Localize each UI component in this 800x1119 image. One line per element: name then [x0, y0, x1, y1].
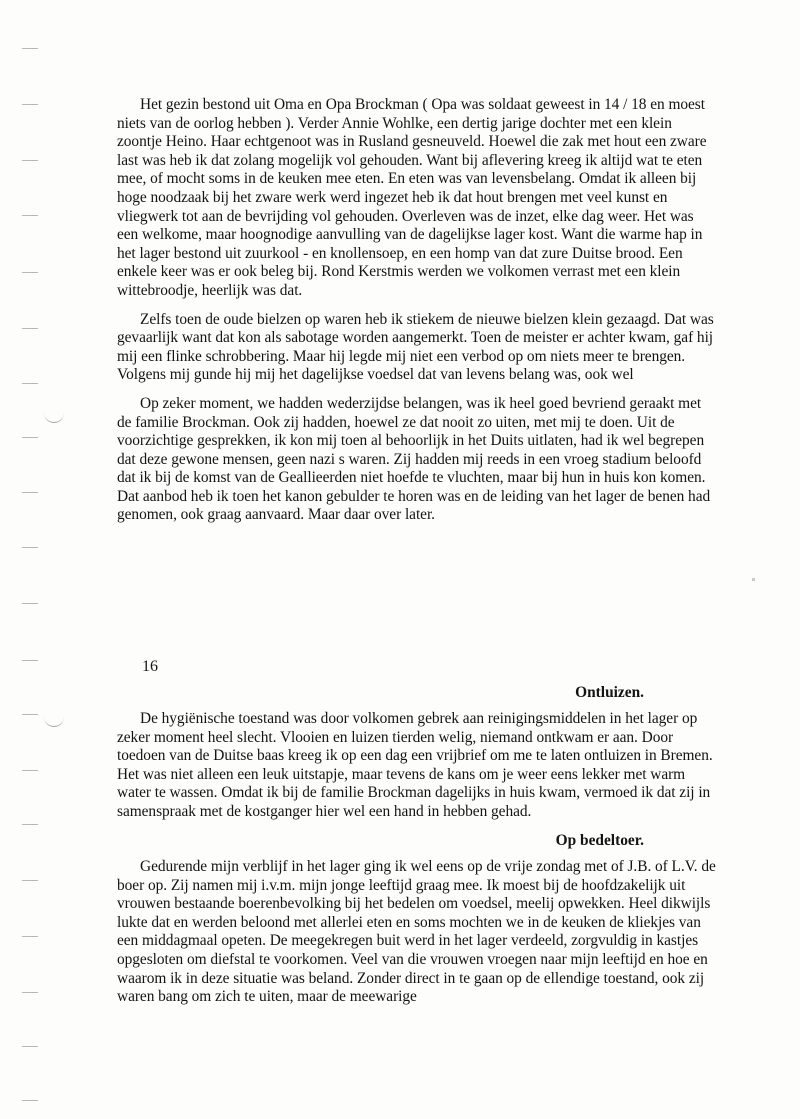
- margin-curve: [44, 716, 64, 727]
- margin-mark: [22, 48, 38, 49]
- margin-mark: [22, 770, 38, 771]
- margin-mark: [22, 492, 38, 493]
- margin-mark: [22, 936, 38, 937]
- margin-mark: [22, 160, 38, 161]
- margin-mark: [22, 104, 38, 105]
- margin-mark: [22, 880, 38, 881]
- paragraph-bedeltoer: Gedurende mijn verblijf in het lager ging ik wel eens op de vrije zondag met of J.B. of L.V. de boer op. Zij namen mij i.v.m. mijn jonge leeftijd graag mee. Ik moest bij de hoofdzakelijk uit vrouwen bestaande boerenbevolking bij het bedelen om voedsel, meelij opwekken. Heel dikwijls lukte dat en werden beloond met allerlei eten en soms mochten we in de keuken de kliekjes van een middagmaal opeten. De meegekregen buit werd in het lager verdeeld, zorgvuldig in kastjes opgesloten om diefstal te voorkomen. Veel van die vrouwen vroegen naar mijn leeftijd en hoe en waarom ik in deze situatie was beland. Zonder direct in te gaan op de ellendige toestand, ook zij waren bang om zich te uiten, maar de meewarige: [117, 858, 716, 1006]
- margin-mark: [22, 547, 38, 548]
- body-text-bedeltoer: [117, 858, 717, 1007]
- margin-mark: [22, 660, 38, 661]
- margin-mark: [22, 215, 38, 216]
- margin-mark: [22, 824, 38, 825]
- margin-mark: [22, 992, 38, 993]
- page-number: 16: [142, 658, 158, 675]
- paragraph-bielzen: Zelfs toen de oude bielzen op waren heb ik stiekem de nieuwe bielzen klein gezaagd. Dat was gevaarlijk want dat kon als sabotage worden aangemerkt. Toen de meister er achter kwam, gaf hij mij een flinke schrobbering. Maar hij legde mij niet een verbod op om niets meer te brengen. Volgens mij gunde hij mij het dagelijkse voedsel dat van levens belang was, ook wel: [117, 310, 714, 384]
- paragraph-ontluizen: De hygiënische toestand was door volkomen gebrek aan reinigingsmiddelen in het lager op zeker moment heel slecht. Vlooien en luizen tierden welig, niemand ontkwam er aan. Door toedoen van de Duitse baas kreeg ik op een dag een vrijbrief om me te laten ontluizen in Bremen. Het was niet alleen een leuk uitstapje, maar tevens de kans om je weer eens lekker met warm water te wassen. Omdat ik bij de familie Brockman dagelijks in huis kwam, vermoed ik dat zij in samenspraak met de kostganger hier wel een hand in hebben gehad.: [117, 710, 713, 820]
- margin-mark: [22, 714, 38, 715]
- paragraph-brockman-family: Het gezin bestond uit Oma en Opa Brockman ( Opa was soldaat geweest in 14 / 18 en moest niets van de oorlog hebben ). Verder Annie Wohlke, een dertig jarige dochter met een klein zoontje Heino. Haar echtgenoot was in Rusland gesneuveld. Hoewel die zak met hout een zware last was heb ik dat zolang mogelijk vol gehouden. Want bij aflevering kreeg ik altijd wat te eten mee, of mocht soms in de keuken mee eten. En eten was van levensbelang. Omdat ik alleen bij hoge noodzaak bij het zware werk werd ingezet heb ik dat hout brengen met veel kunst en vliegwerk tot aan de bevrijding vol gehouden. Overleven was de inzet, elke dag weer. Het was een welkome, maar hoognodige aanvulling van de dagelijkse lager kost. Want die warme hap in het lager bestond uit zuurkool - en knollensoep, en een homp van dat zure Duitse brood. Een enkele keer was er ook beleg bij. Rond Kerstmis werden we volkomen verrast met een klein wittebroodje, heerlijk was dat.: [117, 96, 707, 299]
- section-heading-bedeltoer: Op bedeltoer.: [555, 832, 644, 849]
- scan-speck: [752, 578, 755, 581]
- margin-mark: [22, 1100, 38, 1101]
- margin-mark: [22, 603, 38, 604]
- margin-curve: [44, 412, 64, 423]
- body-text-top: [117, 96, 717, 525]
- section-heading-ontluizen: Ontluizen.: [575, 684, 644, 701]
- margin-mark: [22, 272, 38, 273]
- margin-mark: [22, 383, 38, 384]
- paragraph-friendship: Op zeker moment, we hadden wederzijdse belangen, was ik heel goed bevriend geraakt met de familie Brockman. Ook zij hadden, hoewel ze dat nooit zo uiten, met mij te doen. Uit de voorzichtige gesprekken, ik kon mij toen al behoorlijk in het Duits uitlaten, had ik wel begrepen dat deze gewone mensen, geen nazi s waren. Zij hadden mij reeds in een vroeg stadium beloofd dat ik bij de komst van de Geallieerden niet hoefde te vluchten, maar bij hun in huis kon komen. Dat aanbod heb ik toen het kanon gebulder te horen was en de leiding van het lager de benen had genomen, ook graag aanvaard. Maar daar over later.: [117, 394, 711, 524]
- margin-mark: [22, 1046, 38, 1047]
- margin-mark: [22, 328, 38, 329]
- body-text-ontluizen: [117, 710, 717, 822]
- margin-mark: [22, 437, 38, 438]
